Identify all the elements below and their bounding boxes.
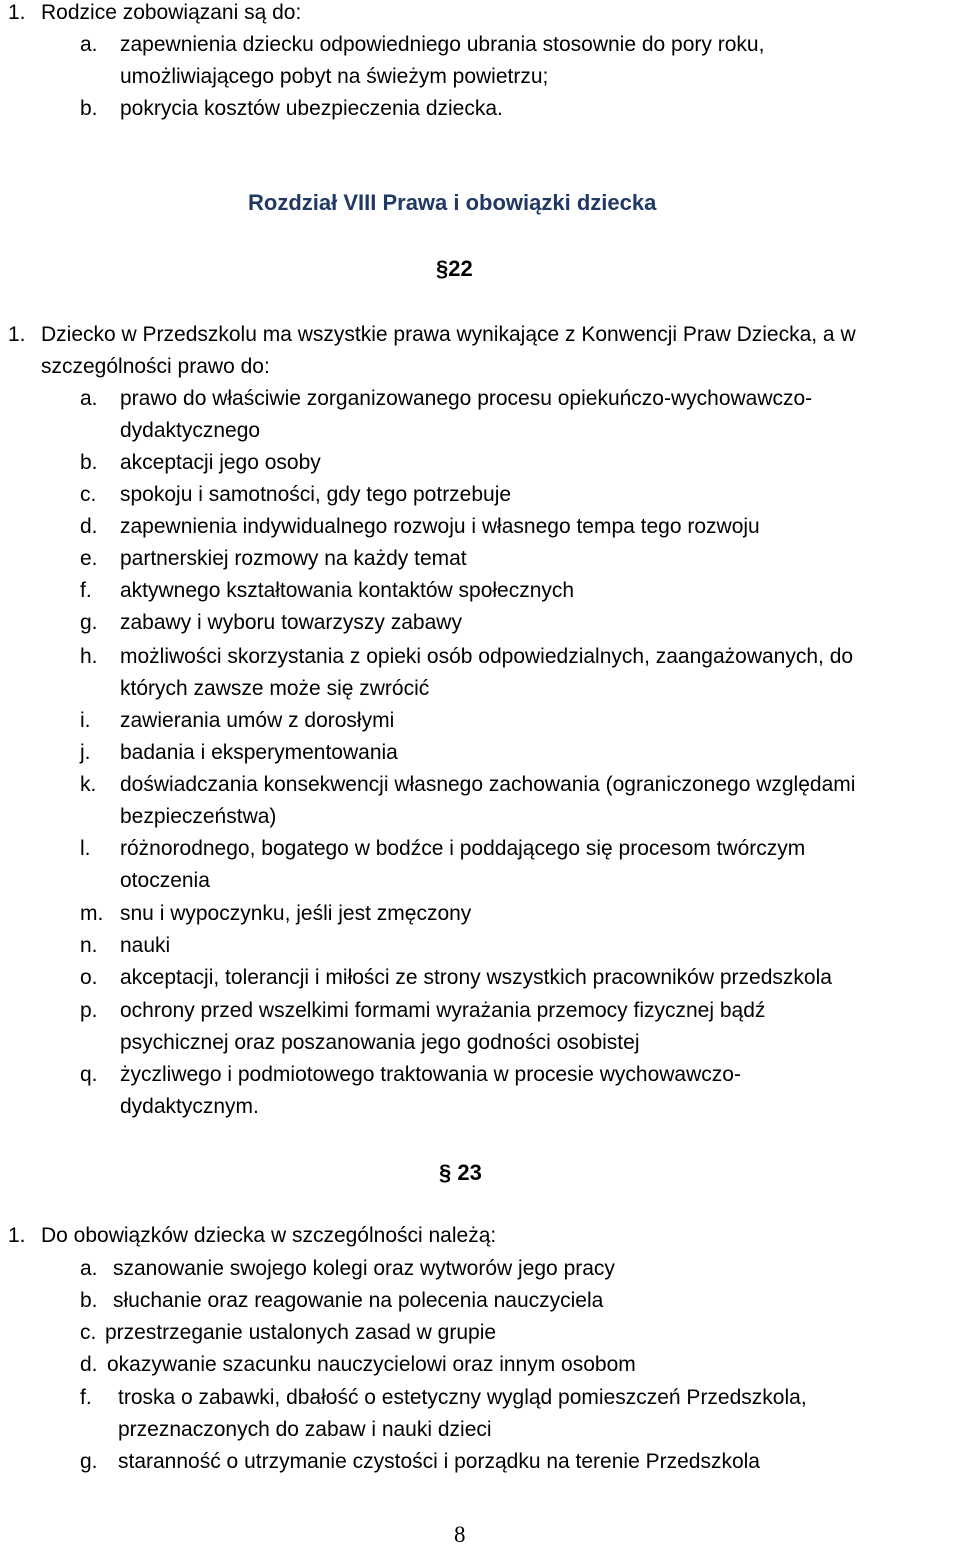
- list-letter: e.: [80, 547, 98, 570]
- item-number: 1.: [8, 1224, 26, 1247]
- item-text: Rodzice zobowiązani są do:: [41, 1, 302, 24]
- list-item-text: okazywanie szacunku nauczycielowi oraz innym osobom: [107, 1353, 636, 1376]
- list-item-text: których zawsze może się zwrócić: [120, 677, 430, 700]
- list-letter: i.: [80, 709, 91, 732]
- list-item-text: przestrzeganie ustalonych zasad w grupie: [105, 1321, 497, 1344]
- list-item-text: dydaktycznym.: [120, 1095, 259, 1118]
- list-item-text: słuchanie oraz reagowanie na polecenia nauczyciela: [113, 1289, 604, 1312]
- list-letter: b.: [80, 97, 98, 120]
- list-item-text: badania i eksperymentowania: [120, 741, 398, 764]
- list-letter: c.: [80, 483, 97, 506]
- list-item-text: psychicznej oraz poszanowania jego godności osobistej: [120, 1031, 640, 1054]
- list-item-text: zabawy i wyboru towarzyszy zabawy: [120, 611, 462, 634]
- list-item-text: życzliwego i podmiotowego traktowania w procesie wychowawczo-: [120, 1063, 741, 1086]
- list-letter: a.: [80, 387, 98, 410]
- list-item-text: staranność o utrzymanie czystości i porządku na terenie Przedszkola: [118, 1450, 760, 1473]
- list-item-text: dydaktycznego: [120, 419, 261, 442]
- list-item-text: różnorodnego, bogatego w bodźce i poddającego się procesom twórczym: [120, 837, 806, 860]
- list-letter: d.: [80, 1353, 98, 1376]
- page-number: 8: [454, 1522, 466, 1547]
- list-item-text: otoczenia: [120, 869, 210, 892]
- list-letter: d.: [80, 515, 98, 538]
- list-item-text: szanowanie swojego kolegi oraz wytworów jego pracy: [113, 1257, 615, 1280]
- item-text: Do obowiązków dziecka w szczególności należą:: [41, 1224, 497, 1247]
- list-letter: q.: [80, 1063, 98, 1086]
- list-item-text: spokoju i samotności, gdy tego potrzebuje: [120, 483, 512, 506]
- list-item-text: możliwości skorzystania z opieki osób odpowiedzialnych, zaangażowanych, do: [120, 645, 854, 668]
- list-item-text: snu i wypoczynku, jeśli jest zmęczony: [120, 902, 472, 925]
- list-item-text: zapewnienia dziecku odpowiedniego ubrania stosownie do pory roku,: [120, 33, 765, 56]
- list-letter: m.: [80, 902, 104, 925]
- list-letter: c.: [80, 1321, 97, 1344]
- list-item-text: akceptacji jego osoby: [120, 451, 321, 474]
- list-item-text: zapewnienia indywidualnego rozwoju i własnego tempa tego rozwoju: [120, 515, 760, 538]
- list-letter: a.: [80, 1257, 98, 1280]
- list-item-text: umożliwiającego pobyt na świeżym powietrzu;: [120, 65, 549, 88]
- list-item-text: przeznaczonych do zabaw i nauki dzieci: [118, 1418, 492, 1441]
- list-item-text: akceptacji, tolerancji i miłości ze strony wszystkich pracowników przedszkola: [120, 966, 832, 989]
- item-text: Dziecko w Przedszkolu ma wszystkie prawa wynikające z Konwencji Praw Dziecka, a w: [41, 323, 856, 346]
- section-title-22: §22: [436, 256, 473, 281]
- list-item-text: prawo do właściwie zorganizowanego procesu opiekuńczo-wychowawczo-: [120, 387, 813, 410]
- list-item-text: ochrony przed wszelkimi formami wyrażania przemocy fizycznej bądź: [120, 999, 766, 1022]
- list-item-text: troska o zabawki, dbałość o estetyczny wygląd pomieszczeń Przedszkola,: [118, 1386, 807, 1409]
- list-letter: f.: [80, 579, 92, 602]
- list-letter: p.: [80, 999, 98, 1022]
- section-title-23: § 23: [439, 1160, 482, 1185]
- list-item-text: zawierania umów z dorosłymi: [120, 709, 395, 732]
- list-letter: g.: [80, 611, 98, 634]
- chapter-heading: Rozdział VIII Prawa i obowiązki dziecka: [248, 190, 657, 215]
- list-letter: a.: [80, 33, 98, 56]
- list-letter: f.: [80, 1386, 92, 1409]
- item-number: 1.: [8, 1, 26, 24]
- list-letter: g.: [80, 1450, 98, 1473]
- list-letter: o.: [80, 966, 98, 989]
- list-item-text: bezpieczeństwa): [120, 805, 277, 828]
- list-item-text: aktywnego kształtowania kontaktów społecznych: [120, 579, 575, 602]
- list-item-text: nauki: [120, 934, 171, 957]
- list-letter: l.: [80, 837, 91, 860]
- list-letter: h.: [80, 645, 98, 668]
- list-letter: n.: [80, 934, 98, 957]
- list-item-text: partnerskiej rozmowy na każdy temat: [120, 547, 467, 570]
- item-number: 1.: [8, 323, 26, 346]
- list-item-text: doświadczania konsekwencji własnego zachowania (ograniczonego względami: [120, 773, 856, 796]
- list-letter: b.: [80, 1289, 98, 1312]
- list-letter: b.: [80, 451, 98, 474]
- list-item-text: pokrycia kosztów ubezpieczenia dziecka.: [120, 97, 503, 120]
- item-text: szczególności prawo do:: [41, 355, 270, 378]
- list-letter: k.: [80, 773, 97, 796]
- list-letter: j.: [80, 741, 91, 764]
